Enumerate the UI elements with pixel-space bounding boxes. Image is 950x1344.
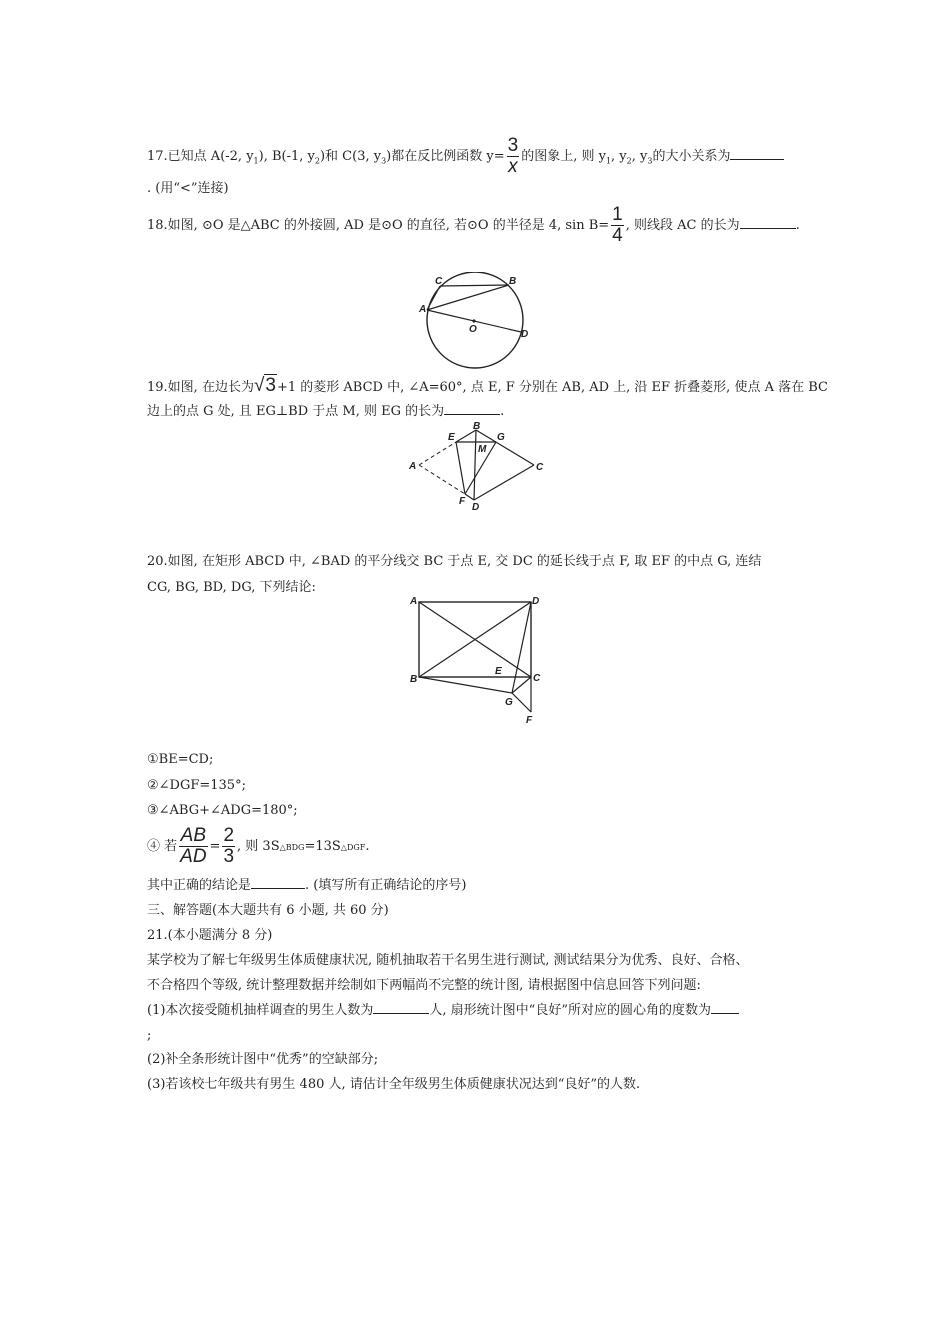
label-f: F [526, 715, 533, 726]
rhombus-diagram [404, 418, 554, 514]
q19-text: . [500, 404, 505, 419]
label-b: B [509, 276, 517, 287]
q21-text: (1)本次接受随机抽样调查的男生人数为 [147, 1003, 374, 1018]
q20-line2: CG, BG, BD, DG, 下列结论: [147, 580, 316, 595]
subscript: 3 [381, 156, 387, 166]
q20-answer-line [147, 876, 466, 896]
q19-text: 边上的点 G 处, 且 EG⊥BD 于点 M, 则 EG 的长为 [147, 404, 445, 419]
circle-diagram [415, 272, 535, 372]
fraction-3-over-x [507, 136, 520, 177]
label-e: E [448, 432, 455, 443]
subscript: △DGF [340, 843, 366, 852]
subscript: 1 [605, 156, 612, 166]
fraction-numerator: 1 [612, 204, 623, 225]
q20-line1: 20.如图, 在矩形 ABCD 中, ∠BAD 的平分线交 BC 于点 E, 交 DC 的延长线于点 F, 取 EF 的中点 G, 连结 [147, 554, 762, 569]
fraction-1-over-4 [611, 205, 624, 246]
q18-text: 18.如图, ⊙O 是△ABC 的外接圆, AD 是⊙O 的直径, 若⊙O 的半径是 4, sin B= [147, 218, 610, 233]
q17-text: )和 C(3, y [319, 149, 382, 164]
q21-paragraph-2: 不合格四个等级, 统计整理数据并绘制如下两幅尚不完整的统计图, 请根据图中信息回答下列问题: [147, 978, 701, 993]
q21-text: 人, 扇形统计图中“良好”所对应的圆心角的度数为 [429, 1003, 711, 1018]
answer-blank[interactable] [730, 147, 784, 160]
segment-cb [440, 285, 509, 286]
subscript: 2 [626, 156, 632, 166]
q19-line1 [147, 376, 828, 398]
q18-text: . [795, 218, 800, 233]
fraction-2-over-3 [222, 826, 235, 867]
fold-ae [419, 442, 456, 465]
label-c: C [435, 276, 443, 287]
q17-text: 17.已知点 A(-2, y [147, 149, 254, 164]
q21-sub-3: (3)若该校七年级共有男生 480 人, 请估计全年级男生体质健康状况达到“良好”的人数. [147, 1077, 641, 1092]
sqrt-expression: √3 [253, 375, 276, 396]
q20-text: , 则 3S [237, 839, 280, 854]
q17-line2: . (用“<”连接) [147, 181, 229, 196]
label-c: C [533, 673, 541, 684]
label-a: A [409, 461, 417, 472]
fraction-variable: AD [180, 846, 207, 867]
fraction-numerator [179, 826, 207, 847]
q20-text: 其中正确的结论是 [147, 878, 252, 893]
q21-paragraph-1: 某学校为了解七年级男生体质健康状况, 随机抽取若干名男生进行测试, 测试结果分为优秀、良好、合格、 [147, 953, 749, 968]
segment-gf [512, 693, 531, 712]
q17-text: ), B(-1, y [258, 149, 315, 164]
subscript: 2 [314, 156, 320, 166]
q18-line1 [147, 205, 800, 246]
label-c: C [536, 462, 544, 473]
q17-text: 的图象上, 则 y [521, 149, 606, 164]
segment-bg [419, 677, 512, 693]
conclusion-2: ②∠DGF=135°; [147, 778, 246, 793]
fold-line-ef [456, 442, 465, 494]
q20-text: . (填写所有正确结论的序号) [305, 878, 467, 893]
conclusion-3: ③∠ABG+∠ADG=180°; [147, 803, 298, 818]
answer-blank[interactable] [444, 402, 500, 415]
answer-blank[interactable] [711, 1001, 739, 1014]
label-b: B [473, 421, 481, 432]
q17-text: , y [611, 149, 627, 164]
fraction-numerator: 3 [507, 135, 519, 156]
label-d: D [472, 502, 480, 513]
rectangle-diagram [404, 592, 554, 726]
label-o: O [469, 324, 477, 335]
label-a: A [410, 596, 418, 607]
segment-fd [465, 494, 474, 500]
label-d: D [532, 596, 540, 607]
q20-text: =13S [304, 839, 341, 854]
q21-sub-2: (2)补全条形统计图中“优秀”的空缺部分; [147, 1052, 379, 1067]
fraction-denominator [507, 157, 520, 177]
answer-blank[interactable] [251, 876, 305, 889]
fraction-denominator [179, 847, 207, 867]
fraction-variable: AB [180, 825, 207, 846]
q19-text: +1 的菱形 ABCD 中, ∠A=60°, 点 E, F 分别在 AB, AD 上, 沿 EF 折叠菱形, 使点 A 落在 BC [276, 380, 828, 395]
label-a: A [419, 304, 427, 315]
fraction-variable: x [508, 156, 518, 177]
q21-sub-1 [147, 1001, 739, 1021]
conclusion-4 [147, 826, 369, 867]
q19-text: 19.如图, 在边长为 [147, 380, 254, 395]
q17-text: 的大小关系为 [652, 149, 731, 164]
fold-af [419, 465, 465, 494]
label-f: F [459, 496, 466, 507]
q21-sub-1-end: ; [147, 1028, 152, 1043]
q18-text: , 则线段 AC 的长为 [625, 218, 740, 233]
sqrt-radicand: 3 [265, 375, 276, 396]
center-point [472, 319, 475, 322]
answer-blank[interactable] [373, 1001, 429, 1014]
fraction-denominator: 3 [223, 846, 235, 867]
segment-cd [474, 465, 534, 500]
section-heading: 三、解答题(本大题共有 6 小题, 共 60 分) [147, 903, 389, 918]
fraction-ab-over-ad [179, 826, 207, 867]
label-g: G [497, 432, 505, 443]
subscript: 3 [647, 156, 653, 166]
conclusion-1: ①BE=CD; [147, 752, 214, 767]
fraction-denominator: 4 [612, 225, 623, 246]
label-e: E [495, 666, 502, 677]
answer-blank[interactable] [740, 216, 796, 229]
q17-line1 [147, 136, 784, 177]
subscript: △BDG [279, 843, 305, 852]
subscript: 1 [253, 156, 259, 166]
label-g: G [505, 697, 513, 708]
q20-text: . [365, 839, 370, 854]
q17-text: , y [631, 149, 648, 164]
q20-text: ④ 若 [147, 839, 178, 854]
diagonal-bd [474, 430, 476, 500]
q17-text: )都在反比例函数 y= [386, 149, 505, 164]
label-m: M [478, 444, 487, 455]
q21-title: 21.(本小题满分 8 分) [147, 928, 273, 943]
label-b: B [410, 674, 418, 685]
equals-sign: = [209, 839, 221, 854]
fraction-numerator: 2 [223, 825, 235, 846]
label-d: D [521, 329, 529, 340]
